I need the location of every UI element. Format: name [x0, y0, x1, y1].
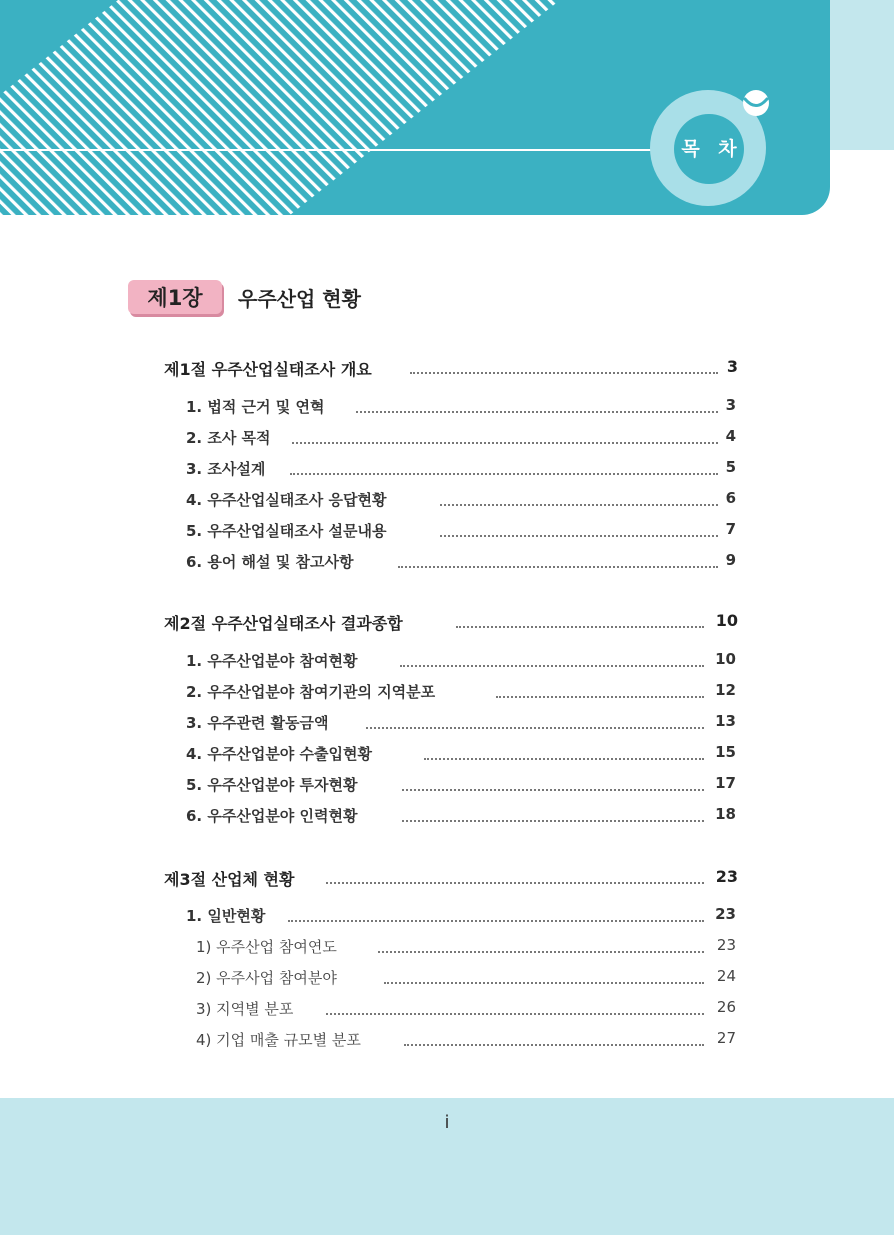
toc-subitem-label: 1) 우주산업 참여연도	[196, 936, 347, 957]
toc-subitem[interactable]	[0, 967, 894, 991]
toc-item-label: 1. 우주산업분야 참여현황	[186, 650, 367, 671]
toc-page-number: 4	[725, 427, 736, 445]
toc-subitem-label: 4) 기업 매출 규모별 분포	[196, 1029, 371, 1050]
dot-leader	[400, 665, 704, 667]
toc-section-title: 제2절 우주산업실태조사 결과종합	[164, 611, 413, 634]
toc-page-number: 23	[716, 936, 736, 954]
dot-leader	[326, 882, 704, 884]
toc-page-number: 3	[726, 357, 738, 376]
dot-leader	[410, 372, 718, 374]
toc-item[interactable]	[0, 650, 894, 674]
crescent-icon	[736, 88, 774, 118]
toc-item[interactable]	[0, 712, 894, 736]
toc-item-label: 6. 용어 해설 및 참고사항	[186, 551, 363, 572]
toc-item-label: 1. 일반현황	[186, 905, 275, 926]
chapter-heading	[128, 278, 361, 316]
dot-leader	[366, 727, 704, 729]
toc-subitem-label: 3) 지역별 분포	[196, 998, 303, 1019]
toc-item[interactable]	[0, 905, 894, 929]
toc-page-number: 12	[715, 681, 736, 699]
toc-item-label: 2. 조사 목적	[186, 427, 281, 448]
toc-item[interactable]	[0, 520, 894, 544]
page-number: i	[444, 1112, 450, 1133]
toc-section-title: 제1절 우주산업실태조사 개요	[164, 357, 382, 380]
dot-leader	[398, 566, 718, 568]
dot-leader	[496, 696, 704, 698]
toc-item-label: 5. 우주산업실태조사 설문내용	[186, 520, 396, 541]
dot-leader	[424, 758, 704, 760]
toc-item-label: 2. 우주산업분야 참여기관의 지역분포	[186, 681, 445, 702]
toc-page-number: 10	[715, 611, 738, 630]
dot-leader	[440, 535, 718, 537]
dot-leader	[402, 820, 704, 822]
toc-item-label: 4. 우주산업분야 수출입현황	[186, 743, 382, 764]
toc-page-number: 27	[716, 1029, 736, 1047]
toc-section[interactable]	[0, 357, 894, 381]
dot-leader	[404, 1044, 704, 1046]
toc-subitem[interactable]	[0, 1029, 894, 1053]
toc-page-number: 26	[716, 998, 736, 1016]
toc-page-number: 5	[725, 458, 736, 476]
toc-page-number: 10	[715, 650, 736, 668]
dot-leader	[402, 789, 704, 791]
toc-item-label: 3. 조사설계	[186, 458, 275, 479]
toc-page-number: 24	[716, 967, 736, 985]
toc-item[interactable]	[0, 458, 894, 482]
toc-item[interactable]	[0, 774, 894, 798]
toc-page-number: 23	[715, 905, 736, 923]
toc-item[interactable]	[0, 681, 894, 705]
toc-item[interactable]	[0, 396, 894, 420]
toc-page-number: 3	[725, 396, 736, 414]
toc-section-title: 제3절 산업체 현황	[164, 867, 304, 890]
toc-page-number: 23	[715, 867, 738, 886]
dot-leader	[326, 1013, 704, 1015]
toc-page-number: 7	[725, 520, 736, 538]
toc-page-number: 9	[725, 551, 736, 569]
toc-page-number: 13	[715, 712, 736, 730]
toc-page-number: 15	[715, 743, 736, 761]
toc-item-label: 4. 우주산업실태조사 응답현황	[186, 489, 396, 510]
toc-item-label: 3. 우주관련 활동금액	[186, 712, 339, 733]
header-side-strip	[830, 0, 894, 150]
toc-item-label: 5. 우주산업분야 투자현황	[186, 774, 367, 795]
dot-leader	[290, 473, 718, 475]
chapter-title: 우주산업 현황	[238, 286, 361, 311]
toc-heading: 목 차	[674, 114, 744, 184]
toc-subitem[interactable]	[0, 936, 894, 960]
toc-page-number: 18	[715, 805, 736, 823]
dot-leader	[456, 626, 704, 628]
toc-item[interactable]	[0, 427, 894, 451]
toc-item[interactable]	[0, 743, 894, 767]
toc-subitem-label: 2) 우주사업 참여분야	[196, 967, 347, 988]
dot-leader	[288, 920, 704, 922]
dot-leader	[384, 982, 704, 984]
dot-leader	[440, 504, 718, 506]
toc-item[interactable]	[0, 551, 894, 575]
toc-item[interactable]	[0, 805, 894, 829]
toc-page-number: 17	[715, 774, 736, 792]
toc-item-label: 6. 우주산업분야 인력현황	[186, 805, 367, 826]
dot-leader	[292, 442, 718, 444]
dot-leader	[378, 951, 704, 953]
toc-page-number: 6	[725, 489, 736, 507]
toc-subitem[interactable]	[0, 998, 894, 1022]
toc-section[interactable]	[0, 867, 894, 891]
toc-item-label: 1. 법적 근거 및 연혁	[186, 396, 334, 417]
toc-item[interactable]	[0, 489, 894, 513]
dot-leader	[356, 411, 718, 413]
chapter-badge: 제1장	[128, 280, 222, 314]
toc-section[interactable]	[0, 611, 894, 635]
